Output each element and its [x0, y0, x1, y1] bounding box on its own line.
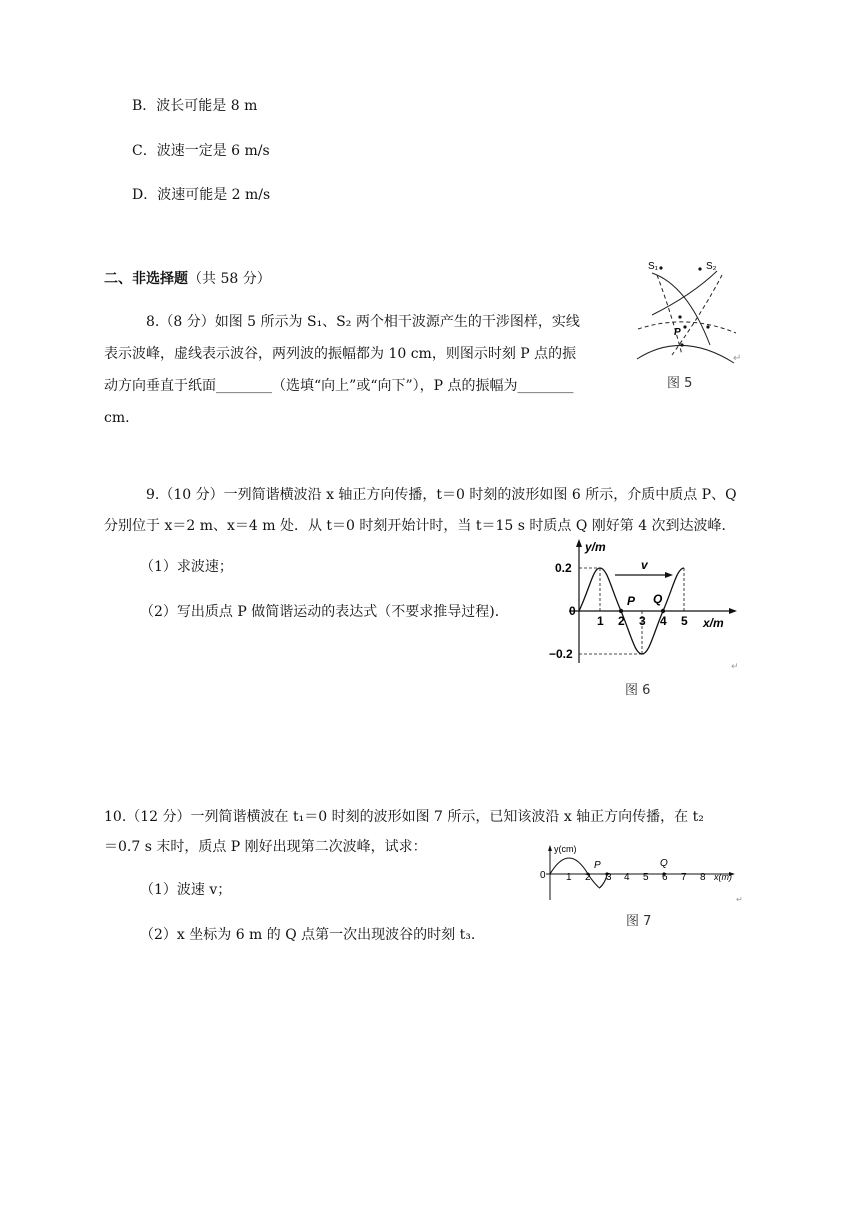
origin-label: 0: [540, 870, 546, 881]
trough-line: [672, 275, 722, 355]
q9-sub2: （2）写出质点 P 做简谐运动的表达式（不要求推导过程)．: [140, 604, 509, 620]
section-heading: [104, 268, 271, 288]
x-axis-label: x(m): [714, 872, 732, 882]
trough-line: [638, 322, 736, 333]
x-tick-label: 4: [660, 614, 667, 628]
q10-sub1: （1）波速 v；: [140, 882, 232, 898]
figure-6: [545, 535, 745, 675]
x-tick-label: 1: [597, 614, 604, 628]
return-mark: ↵: [733, 353, 742, 364]
figure-7-caption: 图 7: [626, 914, 652, 929]
label-p: P: [594, 860, 601, 871]
label-s1: S₁: [648, 261, 659, 272]
source-s2-dot: [698, 267, 701, 270]
y-tick-label: −0.2: [549, 647, 573, 661]
figure-7: [536, 842, 748, 904]
label-p: P: [627, 594, 636, 608]
y-tick-label: 0: [569, 604, 576, 618]
x-tick-label: 5: [643, 872, 649, 883]
node-dot: [706, 325, 709, 328]
q10-line: ＝0.7 s 末时，质点 P 刚好出现第二次波峰，试求：: [104, 839, 427, 855]
q8-line: 动方向垂直于纸面________（选填“向上”或“向下”），P 点的振幅为________: [104, 378, 574, 394]
y-axis-label: y/m: [585, 540, 606, 554]
q9-line: 分别位于 x＝2 m、x＝4 m 处．从 t＝0 时刻开始计时，当 t＝15 s 时质点 Q 刚好第 4 次到达波峰．: [104, 518, 736, 534]
label-p: P: [674, 327, 681, 338]
x-tick-label: 1: [566, 872, 572, 883]
figure-6-caption: 图 6: [625, 683, 651, 698]
node-dot: [680, 343, 683, 346]
section-title: 二、非选择题: [104, 271, 188, 287]
x-tick-label: 7: [681, 872, 687, 883]
y-axis-arrow: [548, 845, 552, 851]
x-tick-label: 2: [618, 614, 625, 628]
label-s2: S₂: [706, 261, 717, 272]
trough-line: [657, 275, 682, 355]
q9-sub1: （1）求波速；: [140, 559, 233, 575]
option-c: C．波速一定是 6 m/s: [132, 143, 270, 159]
label-q: Q: [653, 592, 663, 606]
return-mark: ↵: [731, 661, 739, 671]
q8-line: cm.: [104, 410, 130, 426]
figure-5: [632, 255, 742, 367]
y-tick-label: 0.2: [555, 561, 572, 575]
source-s1-dot: [659, 266, 662, 269]
question-8: [104, 306, 598, 434]
velocity-arrowhead: [665, 572, 673, 578]
x-tick-label: 4: [624, 872, 630, 883]
q10-sub2: （2）x 坐标为 6 m 的 Q 点第一次出现波谷的时刻 t₃.: [140, 927, 476, 943]
x-tick-label: 8: [700, 872, 706, 883]
node-dot: [678, 315, 681, 318]
q8-line: 表示波峰，虚线表示波谷，两列波的振幅都为 10 cm，则图示时刻 P 点的振: [104, 346, 577, 362]
figure-5-caption: 图 5: [667, 376, 693, 391]
option-b: B．波长可能是 8 m: [132, 98, 258, 114]
q8-line: 8.（8 分）如图 5 所示为 S₁、S₂ 两个相干波源产生的干涉图样，实线: [146, 314, 580, 330]
x-tick-label: 3: [606, 872, 612, 883]
point-p-dot: [619, 609, 623, 613]
x-tick-label: 2: [585, 872, 591, 883]
point-p-dot: [683, 325, 686, 328]
point-q-dot: [661, 609, 665, 613]
q10-line: 10.（12 分）一列简谐横波在 t₁＝0 时刻的波形如图 7 所示，已知该波沿 x 轴正方向传播，在 t₂: [104, 809, 704, 825]
y-axis-arrow: [576, 539, 582, 547]
x-tick-label: 3: [639, 614, 646, 628]
x-axis-arrow: [729, 608, 737, 614]
option-d: D．波速可能是 2 m/s: [132, 187, 271, 203]
return-mark: ↵: [736, 895, 743, 904]
crest-line: [637, 345, 734, 363]
label-v: v: [641, 558, 648, 572]
y-axis-label: y(cm): [554, 844, 577, 854]
x-tick-label: 5: [681, 614, 688, 628]
label-q: Q: [660, 858, 668, 869]
x-axis-label: x/m: [703, 616, 724, 630]
section-score: （共 58 分）: [188, 271, 271, 287]
q9-line: 9.（10 分）一列简谐横波沿 x 轴正方向传播，t＝0 时刻的波形如图 6 所示，介质中质点 P、Q: [146, 487, 737, 503]
x-tick-label: 6: [662, 872, 668, 883]
